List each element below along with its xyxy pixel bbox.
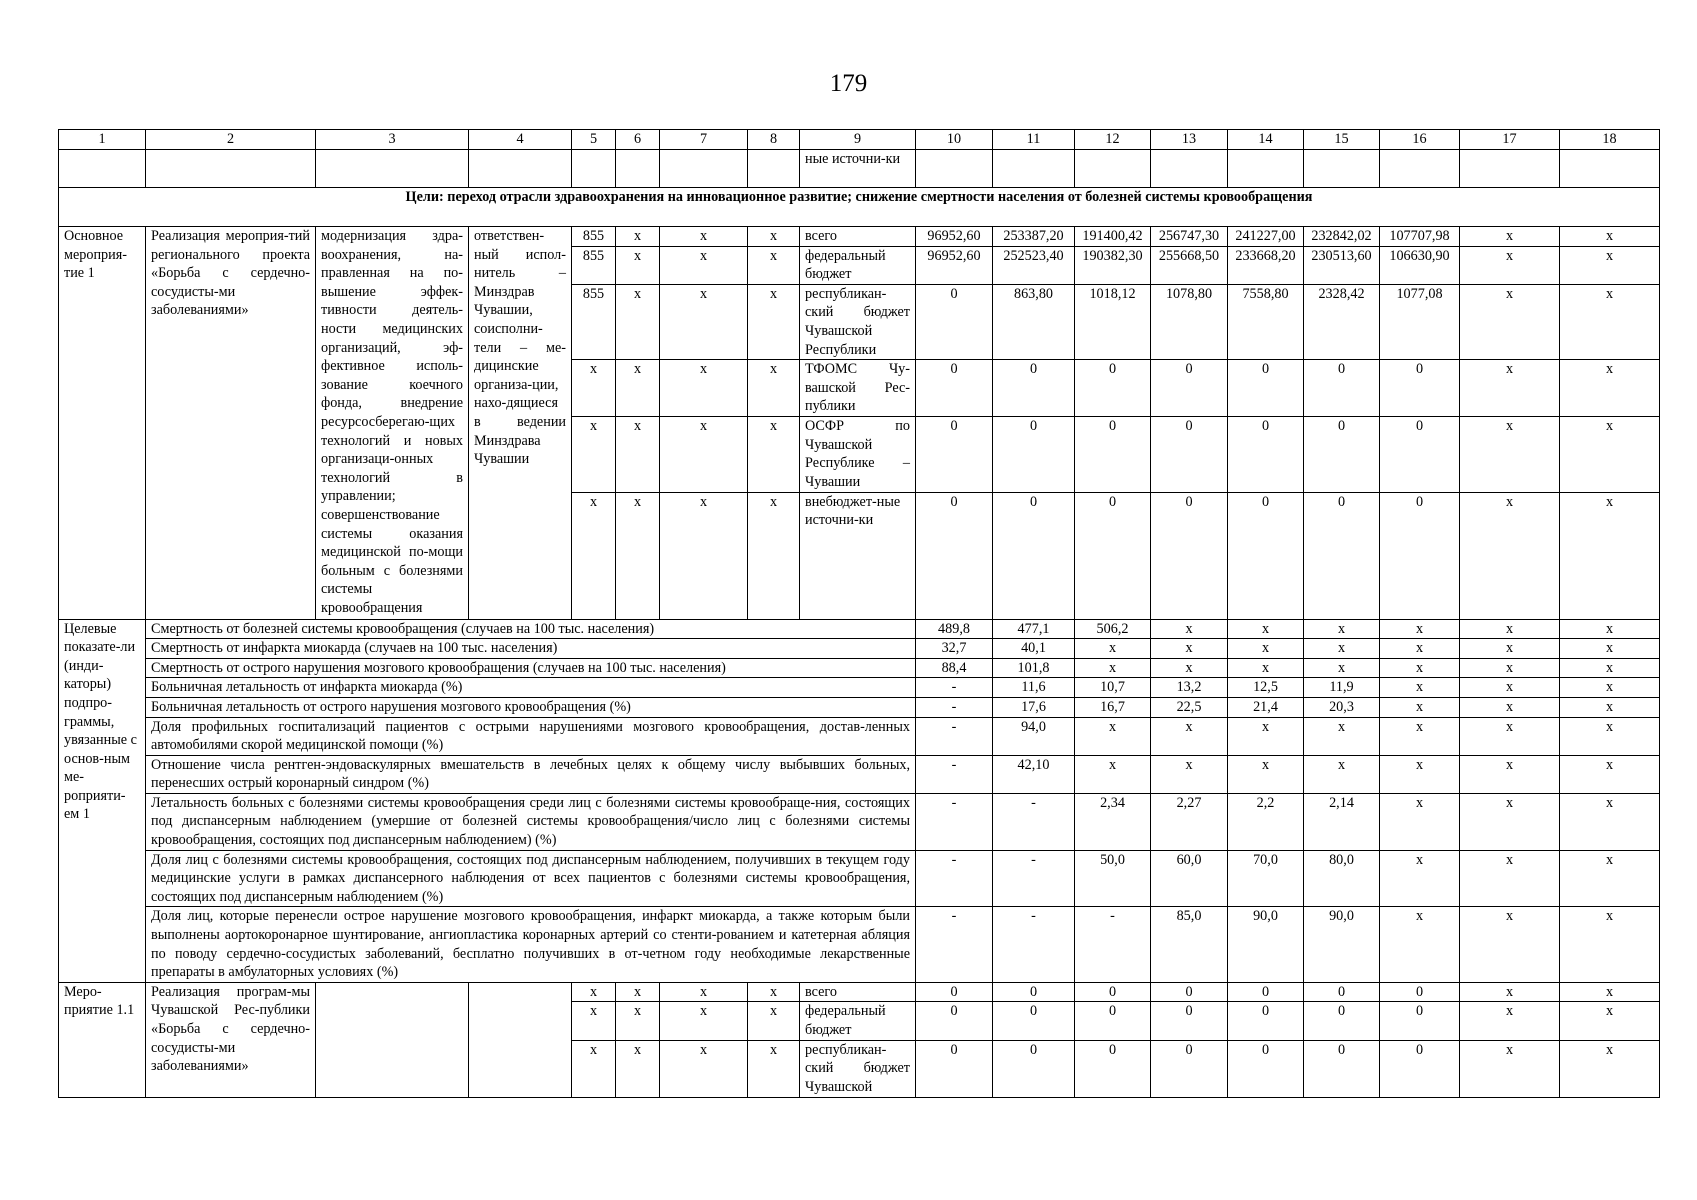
col-number: 3 — [316, 130, 469, 150]
value-cell: 0 — [1151, 982, 1228, 1002]
value-cell: x — [1460, 717, 1560, 755]
value-cell: x — [1460, 284, 1560, 359]
cell-col8: x — [748, 492, 800, 619]
value-cell: x — [1560, 717, 1660, 755]
cell-col6: x — [616, 492, 660, 619]
value-cell: 0 — [1380, 417, 1460, 492]
value-cell: x — [1151, 619, 1228, 639]
value-cell: - — [1075, 907, 1151, 982]
value-cell: - — [993, 850, 1075, 907]
value-cell: - — [916, 907, 993, 982]
value-cell: 40,1 — [993, 639, 1075, 659]
funding-source: ТФОМС Чу-вашской Рес-публики — [800, 360, 916, 417]
event-label: Основное мероприя-тие 1 — [59, 227, 146, 620]
indicator-text: Смертность от болезней системы кровообращения (случаев на 100 тыс. населения) — [146, 619, 916, 639]
value-cell: 11,6 — [993, 678, 1075, 698]
value-cell: 0 — [1380, 492, 1460, 619]
value-cell: x — [1151, 658, 1228, 678]
value-cell: x — [1560, 697, 1660, 717]
funding-source: республикан-ский бюджет Чувашской Республики — [800, 284, 916, 359]
value-cell: 94,0 — [993, 717, 1075, 755]
indicator-row — [59, 907, 1660, 982]
funding-source: федеральный бюджет — [800, 1002, 916, 1040]
value-cell: x — [1460, 982, 1560, 1002]
cell-col5: x — [572, 417, 616, 492]
value-cell: x — [1228, 658, 1304, 678]
cell-col7: x — [660, 492, 748, 619]
value-cell: 2,27 — [1151, 793, 1228, 850]
value-cell: x — [1560, 417, 1660, 492]
value-cell: 106630,90 — [1380, 246, 1460, 284]
value-cell: 863,80 — [993, 284, 1075, 359]
cell-col7: x — [660, 1040, 748, 1097]
value-cell: 0 — [1304, 1040, 1380, 1097]
cell-col6: x — [616, 284, 660, 359]
value-cell: 2,34 — [1075, 793, 1151, 850]
value-cell: 0 — [1304, 982, 1380, 1002]
value-cell: x — [1560, 793, 1660, 850]
indicator-row — [59, 639, 1660, 659]
value-cell: 0 — [1304, 417, 1380, 492]
indicators-label: Целевые показате-ли (инди-каторы) подпро-граммы, увязанные с основ-ным ме-роприяти-ем 1 — [59, 619, 146, 982]
value-cell: x — [1560, 850, 1660, 907]
cell-col5: 855 — [572, 284, 616, 359]
value-cell: 0 — [1380, 360, 1460, 417]
goal-row — [59, 188, 1660, 227]
indicator-row — [59, 755, 1660, 793]
value-cell: 253387,20 — [993, 227, 1075, 247]
col-number: 18 — [1560, 130, 1660, 150]
value-cell: x — [1304, 658, 1380, 678]
value-cell: 0 — [1304, 360, 1380, 417]
value-cell: 0 — [1151, 1040, 1228, 1097]
indicator-row — [59, 678, 1660, 698]
cell-col5: x — [572, 1002, 616, 1040]
value-cell: x — [1460, 697, 1560, 717]
value-cell: 0 — [993, 982, 1075, 1002]
col-number: 2 — [146, 130, 316, 150]
cell-col8: x — [748, 284, 800, 359]
value-cell: 233668,20 — [1228, 246, 1304, 284]
value-cell: - — [916, 678, 993, 698]
cell-col7: x — [660, 227, 748, 247]
value-cell: 0 — [916, 982, 993, 1002]
funding-source: республикан-ский бюджет Чувашской — [800, 1040, 916, 1097]
value-cell: 0 — [916, 492, 993, 619]
value-cell: x — [1560, 227, 1660, 247]
value-cell: x — [1460, 755, 1560, 793]
indicator-row — [59, 717, 1660, 755]
col-number: 1 — [59, 130, 146, 150]
page-number: 179 — [829, 70, 868, 97]
indicator-text: Доля лиц, которые перенесли острое нарушение мозгового кровообращения, инфаркт миокарда, а также которым были выполнены аортокоронарное шунтирование, ангиопластика коронарных артерий со стенти-рованием и катетерная абляция по поводу сердечно-сосудистых заболеваний, бесплатно получивших в от-четном году необходимые лекарственные препараты в амбулаторных условиях (%) — [146, 907, 916, 982]
value-cell: 10,7 — [1075, 678, 1151, 698]
event-executors — [469, 982, 572, 1097]
col-number: 14 — [1228, 130, 1304, 150]
cell-col6: x — [616, 227, 660, 247]
value-cell: 232842,02 — [1304, 227, 1380, 247]
indicator-text: Летальность больных с болезнями системы кровообращения среди лиц с болезнями системы кровообраще-ния, состоящих под диспансерным наблюдением (умершие от болезней системы кровообращения/число лиц с болезнями системы кровообращения, состоящих под диспансерным наблюдением) (%) — [146, 793, 916, 850]
cell-col6: x — [616, 417, 660, 492]
value-cell: - — [916, 850, 993, 907]
value-cell: x — [1460, 1040, 1560, 1097]
value-cell: x — [1228, 717, 1304, 755]
value-cell: - — [916, 697, 993, 717]
indicator-row — [59, 697, 1660, 717]
value-cell: x — [1460, 360, 1560, 417]
continuation-row — [59, 150, 1660, 188]
value-cell: 230513,60 — [1304, 246, 1380, 284]
value-cell: 0 — [1380, 1040, 1460, 1097]
value-cell: 1077,08 — [1380, 284, 1460, 359]
value-cell: 477,1 — [993, 619, 1075, 639]
value-cell: - — [993, 907, 1075, 982]
indicator-text: Доля лиц с болезнями системы кровообращения, состоящих под диспансерным наблюдением, получивших в текущем году медицинские услуги в рамках диспансерного наблюдения от всех пациентов с болезнями системы кровообращения, состоящих под диспансерным наблюдением (%) — [146, 850, 916, 907]
value-cell: 22,5 — [1151, 697, 1228, 717]
value-cell: x — [1151, 755, 1228, 793]
value-cell: x — [1560, 619, 1660, 639]
value-cell: 0 — [1380, 982, 1460, 1002]
value-cell: x — [1380, 639, 1460, 659]
indicator-row — [59, 793, 1660, 850]
col-number: 4 — [469, 130, 572, 150]
col-number: 5 — [572, 130, 616, 150]
indicator-row — [59, 619, 1660, 639]
cell-col5: x — [572, 1040, 616, 1097]
value-cell: 85,0 — [1151, 907, 1228, 982]
funding-source: ные источни-ки — [800, 150, 916, 188]
value-cell: 107707,98 — [1380, 227, 1460, 247]
value-cell: x — [1075, 639, 1151, 659]
value-cell: x — [1380, 755, 1460, 793]
value-cell: x — [1304, 619, 1380, 639]
value-cell: x — [1380, 697, 1460, 717]
value-cell: 1078,80 — [1151, 284, 1228, 359]
value-cell: x — [1460, 246, 1560, 284]
value-cell: 42,10 — [993, 755, 1075, 793]
indicator-text: Смертность от острого нарушения мозгового кровообращения (случаев на 100 тыс. населения) — [146, 658, 916, 678]
cell-col8: x — [748, 1002, 800, 1040]
cell-col7: x — [660, 360, 748, 417]
value-cell: 13,2 — [1151, 678, 1228, 698]
value-cell: 0 — [1075, 1002, 1151, 1040]
value-cell: 20,3 — [1304, 697, 1380, 717]
cell-col7: x — [660, 284, 748, 359]
value-cell: x — [1460, 492, 1560, 619]
value-cell: 70,0 — [1228, 850, 1304, 907]
value-cell: 0 — [1075, 492, 1151, 619]
value-cell: 255668,50 — [1151, 246, 1228, 284]
value-cell: - — [916, 717, 993, 755]
value-cell: x — [1560, 492, 1660, 619]
event-executors: ответствен-ный испол-нитель – Минздрав Чувашии, соисполни-тели – ме-дицинские организа-ции, нахо-дящиеся в ведении Минздрава Чувашии — [469, 227, 572, 620]
value-cell: x — [1560, 639, 1660, 659]
value-cell: 0 — [916, 1040, 993, 1097]
value-cell: 2,2 — [1228, 793, 1304, 850]
program-table — [58, 129, 1660, 1098]
value-cell: 0 — [916, 1002, 993, 1040]
col-number: 8 — [748, 130, 800, 150]
funding-row — [59, 982, 1660, 1002]
col-number: 7 — [660, 130, 748, 150]
indicator-text: Больничная летальность от инфаркта миокарда (%) — [146, 678, 916, 698]
value-cell: 0 — [993, 1002, 1075, 1040]
funding-source: всего — [800, 227, 916, 247]
value-cell: x — [1560, 658, 1660, 678]
indicator-text: Смертность от инфаркта миокарда (случаев на 100 тыс. населения) — [146, 639, 916, 659]
event-description — [316, 982, 469, 1097]
value-cell: x — [1151, 717, 1228, 755]
indicator-text: Доля профильных госпитализаций пациентов с острыми нарушениями мозгового кровообращения, достав-ленных автомобилями скорой медицинской помощи (%) — [146, 717, 916, 755]
value-cell: x — [1228, 619, 1304, 639]
value-cell: 0 — [916, 360, 993, 417]
value-cell: 191400,42 — [1075, 227, 1151, 247]
value-cell: 0 — [1151, 492, 1228, 619]
value-cell: x — [1304, 717, 1380, 755]
value-cell: x — [1380, 619, 1460, 639]
value-cell: 32,7 — [916, 639, 993, 659]
value-cell: 256747,30 — [1151, 227, 1228, 247]
value-cell: 0 — [1151, 417, 1228, 492]
value-cell: x — [1460, 1002, 1560, 1040]
value-cell: x — [1560, 907, 1660, 982]
value-cell: 0 — [1075, 1040, 1151, 1097]
cell-col5: x — [572, 360, 616, 417]
value-cell: 16,7 — [1075, 697, 1151, 717]
value-cell: 0 — [1228, 1040, 1304, 1097]
value-cell: x — [1560, 678, 1660, 698]
value-cell: x — [1228, 755, 1304, 793]
cell-col5: 855 — [572, 227, 616, 247]
value-cell: x — [1151, 639, 1228, 659]
funding-source: федеральный бюджет — [800, 246, 916, 284]
value-cell: 11,9 — [1304, 678, 1380, 698]
value-cell: 1018,12 — [1075, 284, 1151, 359]
value-cell: 506,2 — [1075, 619, 1151, 639]
col-number: 6 — [616, 130, 660, 150]
value-cell: 88,4 — [916, 658, 993, 678]
cell-col6: x — [616, 246, 660, 284]
value-cell: x — [1228, 639, 1304, 659]
indicator-text: Больничная летальность от острого нарушения мозгового кровообращения (%) — [146, 697, 916, 717]
value-cell: x — [1380, 678, 1460, 698]
value-cell: 0 — [916, 417, 993, 492]
value-cell: - — [916, 755, 993, 793]
value-cell: - — [993, 793, 1075, 850]
value-cell: x — [1460, 793, 1560, 850]
value-cell: 90,0 — [1228, 907, 1304, 982]
cell-col8: x — [748, 227, 800, 247]
value-cell: x — [1380, 717, 1460, 755]
value-cell: 17,6 — [993, 697, 1075, 717]
indicator-text: Отношение числа рентген-эндоваскулярных вмешательств в лечебных целях к общему числу выбывших больных, перенесших острый коронарный синдром (%) — [146, 755, 916, 793]
value-cell: 0 — [1075, 982, 1151, 1002]
value-cell: x — [1460, 907, 1560, 982]
value-cell: x — [1460, 658, 1560, 678]
funding-source: всего — [800, 982, 916, 1002]
cell-col6: x — [616, 1002, 660, 1040]
value-cell: x — [1304, 755, 1380, 793]
value-cell: 0 — [1304, 1002, 1380, 1040]
value-cell: x — [1560, 982, 1660, 1002]
cell-col6: x — [616, 982, 660, 1002]
cell-col8: x — [748, 360, 800, 417]
value-cell: x — [1460, 850, 1560, 907]
event-description: модернизация здра-воохранения, на-правленная на по-вышение эффек-тивности деятель-ности медицинских организаций, эф-фективное исполь-зование коечного фонда, внедрение ресурсосберегаю-щих технологий и новых организаци-онных технологий в управлении; совершенствование системы оказания медицинской по-мощи больным с болезнями системы кровообращения — [316, 227, 469, 620]
value-cell: - — [916, 793, 993, 850]
cell-col5: 855 — [572, 246, 616, 284]
value-cell: 0 — [1228, 360, 1304, 417]
cell-col5: x — [572, 982, 616, 1002]
value-cell: x — [1560, 284, 1660, 359]
value-cell: x — [1460, 678, 1560, 698]
indicator-row — [59, 850, 1660, 907]
value-cell: 0 — [1075, 417, 1151, 492]
col-number: 17 — [1460, 130, 1560, 150]
value-cell: x — [1560, 246, 1660, 284]
funding-row — [59, 227, 1660, 247]
value-cell: 96952,60 — [916, 227, 993, 247]
cell-col7: x — [660, 417, 748, 492]
value-cell: 0 — [993, 1040, 1075, 1097]
col-number: 9 — [800, 130, 916, 150]
col-number: 12 — [1075, 130, 1151, 150]
value-cell: 0 — [1151, 1002, 1228, 1040]
value-cell: x — [1560, 1002, 1660, 1040]
cell-col6: x — [616, 1040, 660, 1097]
col-number: 13 — [1151, 130, 1228, 150]
value-cell: x — [1460, 639, 1560, 659]
value-cell: 0 — [1151, 360, 1228, 417]
value-cell: 80,0 — [1304, 850, 1380, 907]
value-cell: x — [1460, 619, 1560, 639]
cell-col8: x — [748, 246, 800, 284]
value-cell: 101,8 — [993, 658, 1075, 678]
value-cell: 0 — [1228, 417, 1304, 492]
col-number: 11 — [993, 130, 1075, 150]
col-number: 10 — [916, 130, 993, 150]
value-cell: 7558,80 — [1228, 284, 1304, 359]
value-cell: x — [1380, 658, 1460, 678]
value-cell: 0 — [993, 417, 1075, 492]
value-cell: x — [1460, 227, 1560, 247]
value-cell: 241227,00 — [1228, 227, 1304, 247]
value-cell: 0 — [1304, 492, 1380, 619]
value-cell: 12,5 — [1228, 678, 1304, 698]
value-cell: x — [1380, 907, 1460, 982]
value-cell: 90,0 — [1304, 907, 1380, 982]
value-cell: 0 — [916, 284, 993, 359]
value-cell: x — [1075, 755, 1151, 793]
value-cell: x — [1560, 1040, 1660, 1097]
cell-col7: x — [660, 1002, 748, 1040]
value-cell: 252523,40 — [993, 246, 1075, 284]
value-cell: 0 — [1228, 492, 1304, 619]
event-name: Реализация мероприя-тий регионального проекта «Борьба с сердечно-сосудисты-ми заболеваниями» — [146, 227, 316, 620]
cell-col7: x — [660, 982, 748, 1002]
col-number: 16 — [1380, 130, 1460, 150]
value-cell: 60,0 — [1151, 850, 1228, 907]
value-cell: 2328,42 — [1304, 284, 1380, 359]
value-cell: 190382,30 — [1075, 246, 1151, 284]
value-cell: 489,8 — [916, 619, 993, 639]
indicator-row — [59, 658, 1660, 678]
value-cell: 0 — [993, 360, 1075, 417]
value-cell: x — [1560, 755, 1660, 793]
cell-col8: x — [748, 1040, 800, 1097]
cell-col6: x — [616, 360, 660, 417]
value-cell: x — [1560, 360, 1660, 417]
value-cell: 0 — [1228, 982, 1304, 1002]
value-cell: x — [1380, 850, 1460, 907]
value-cell: 96952,60 — [916, 246, 993, 284]
value-cell: 0 — [1380, 1002, 1460, 1040]
value-cell: 2,14 — [1304, 793, 1380, 850]
funding-source: внебюджет-ные источни-ки — [800, 492, 916, 619]
event-name: Реализация програм-мы Чувашской Рес-публики «Борьба с сердечно-сосудисты-ми заболеваниями» — [146, 982, 316, 1097]
value-cell: x — [1380, 793, 1460, 850]
value-cell: 0 — [1228, 1002, 1304, 1040]
value-cell: x — [1075, 717, 1151, 755]
value-cell: 0 — [1075, 360, 1151, 417]
event-label: Меро-приятие 1.1 — [59, 982, 146, 1097]
cell-col8: x — [748, 417, 800, 492]
cell-col5: x — [572, 492, 616, 619]
value-cell: 50,0 — [1075, 850, 1151, 907]
column-number-row — [59, 130, 1660, 150]
funding-source: ОСФР по Чувашской Республике – Чувашии — [800, 417, 916, 492]
value-cell: 21,4 — [1228, 697, 1304, 717]
value-cell: x — [1075, 658, 1151, 678]
value-cell: x — [1460, 417, 1560, 492]
value-cell: 0 — [993, 492, 1075, 619]
cell-col7: x — [660, 246, 748, 284]
col-number: 15 — [1304, 130, 1380, 150]
cell-col8: x — [748, 982, 800, 1002]
value-cell: x — [1304, 639, 1380, 659]
goal-text: Цели: переход отрасли здравоохранения на инновационное развитие; снижение смертности населения от болезней системы кровообращения — [59, 188, 1660, 227]
